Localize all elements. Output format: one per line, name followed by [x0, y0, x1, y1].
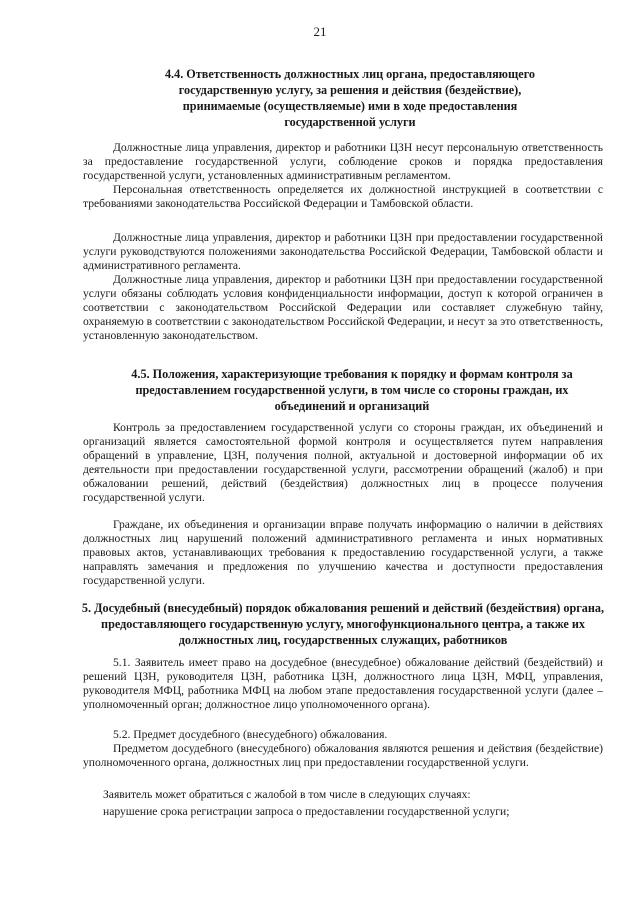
section-4-5-heading: 4.5. Положения, характеризующие требования к порядку и формам контроля за предоставлением государственной услуги, в том числе со стороны граждан, их объединений и организаций	[131, 367, 573, 413]
paragraph: 5.1. Заявитель имеет право на досудебное (внесудебное) обжалование действий (бездействий) и решений ЦЗН, руководителя ЦЗН, работника ЦЗН, должностного лица ЦЗН, МФЦ, управления, руководителя МФЦ, работника МФЦ на любом этапе предоставления государственной услуги (далее – уполномоченный орган; должностное лицо уполномоченного органа).	[83, 656, 603, 711]
section-4-4-heading: 4.4. Ответственность должностных лиц органа, предоставляющего государственную услугу, за решения и действия (бездействие), принимаемые (осуществляемые) ими в ходе предоставления государственной услуги	[164, 67, 536, 129]
paragraph: 5.2. Предмет досудебного (внесудебного) обжалования.	[113, 728, 388, 741]
paragraph: Должностные лица управления, директор и работники ЦЗН при предоставлении государственной услуги руководствуются положениями законодательства Российской Федерации, Тамбовской области и административного регламента.	[83, 231, 603, 272]
paragraph: Граждане, их объединения и организации вправе получать информацию о наличии в действиях должностных лиц нарушений положений административного регламента и иных нормативных правовых актов, устанавливающих требования к предоставлению государственной услуги, а также направлять замечания и предложения по улучшению качества и доступности предоставления государственной услуги.	[83, 518, 603, 587]
paragraph: Должностные лица управления, директор и работники ЦЗН несут персональную ответственность за предоставление государственной услуги, соблюдение сроков и порядка предоставления государственной услуги, установленных административным регламентом.	[83, 141, 603, 182]
paragraph: Заявитель может обратиться с жалобой в том числе в следующих случаях:	[103, 788, 471, 801]
section-5-heading: 5. Досудебный (внесудебный) порядок обжалования решений и действий (бездействия) органа, предоставляющего государственную услугу, многофункционального центра, а также их должностных лиц, государственных служащих, работников	[81, 601, 605, 647]
paragraph: Контроль за предоставлением государственной услуги со стороны граждан, их объединений и организаций является самостоятельной формой контроля и осуществляется путем направления обращений в управление, ЦЗН, получения полной, актуальной и достоверной информации об их деятельности при предоставлении государственной услуги, рассмотрении обращений (жалоб) и при обжаловании решений, действий (бездействия) должностных лиц в процессе получения государственной услуги.	[83, 421, 603, 504]
paragraph: Должностные лица управления, директор и работники ЦЗН при предоставлении государственной услуги обязаны соблюдать условия конфиденциальности информации, доступ к которой ограничен в соответствии с законодательством Российской Федерации или составляет служебную тайну, охраняемую в соответствии с законодательством Российской Федерации, и несут за это ответственность, установленную законодательством.	[83, 273, 603, 342]
paragraph: Предметом досудебного (внесудебного) обжалования являются решения и действия (бездействие) уполномоченного органа, должностных лиц при предоставлении государственной услуги.	[83, 742, 603, 769]
paragraph: Персональная ответственность определяется их должностной инструкцией в соответствии с требованиями законодательства Российской Федерации и Тамбовской области.	[83, 183, 603, 210]
page-number: 21	[313, 24, 327, 39]
paragraph: нарушение срока регистрации запроса о предоставлении государственной услуги;	[103, 805, 510, 818]
